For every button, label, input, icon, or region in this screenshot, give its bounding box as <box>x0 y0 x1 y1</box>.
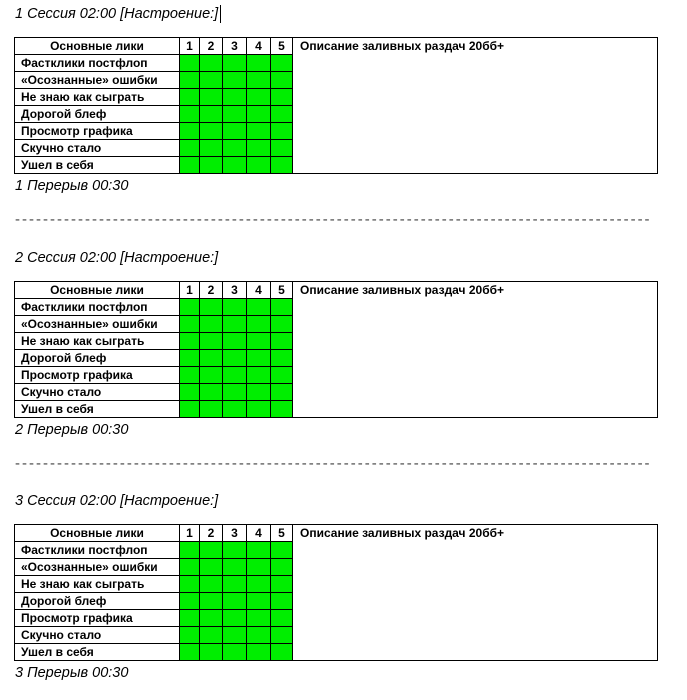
score-cell-5[interactable] <box>271 89 293 106</box>
score-cell-3[interactable] <box>223 627 247 644</box>
leak-label-cell: Скучно стало <box>15 627 180 644</box>
score-cell-2[interactable] <box>200 123 223 140</box>
leak-label-cell: Фастклики постфлоп <box>15 542 180 559</box>
score-cell-1[interactable] <box>180 401 200 418</box>
leak-tracker-table <box>14 524 658 661</box>
section-separator: ------------------------------------------------------------------------------------------- <box>15 455 652 472</box>
score-cell-1[interactable] <box>180 367 200 384</box>
score-cell-1[interactable] <box>180 350 200 367</box>
column-header-score-3: 3 <box>223 525 247 542</box>
leak-label-cell: Просмотр графика <box>15 123 180 140</box>
break-label: 3 Перерыв 00:30 <box>15 665 129 681</box>
column-header-score-2: 2 <box>200 282 223 299</box>
leak-tracker-table <box>14 37 658 174</box>
score-cell-2[interactable] <box>200 299 223 316</box>
leak-label-cell: Просмотр графика <box>15 367 180 384</box>
column-header-main-leaks: Основные лики <box>15 525 180 542</box>
score-cell-4[interactable] <box>247 72 271 89</box>
column-header-score-3: 3 <box>223 38 247 55</box>
score-cell-4[interactable] <box>247 593 271 610</box>
score-cell-5[interactable] <box>271 593 293 610</box>
session-title[interactable] <box>15 491 218 511</box>
score-cell-3[interactable] <box>223 123 247 140</box>
description-cell[interactable] <box>293 282 658 418</box>
score-cell-5[interactable] <box>271 157 293 174</box>
leak-label-cell: «Осознанные» ошибки <box>15 316 180 333</box>
score-cell-4[interactable] <box>247 610 271 627</box>
score-cell-4[interactable] <box>247 333 271 350</box>
score-cell-1[interactable] <box>180 55 200 72</box>
score-cell-2[interactable] <box>200 140 223 157</box>
score-cell-1[interactable] <box>180 316 200 333</box>
session-section-2 <box>0 244 687 476</box>
score-cell-3[interactable] <box>223 610 247 627</box>
leak-label-cell: Ушел в себя <box>15 157 180 174</box>
score-cell-2[interactable] <box>200 157 223 174</box>
column-header-main-leaks: Основные лики <box>15 282 180 299</box>
session-section-1 <box>0 0 687 232</box>
session-title[interactable] <box>15 4 221 24</box>
column-header-score-4: 4 <box>247 282 271 299</box>
score-cell-1[interactable] <box>180 559 200 576</box>
column-header-score-2: 2 <box>200 38 223 55</box>
score-cell-3[interactable] <box>223 72 247 89</box>
leak-label-cell: Дорогой блеф <box>15 106 180 123</box>
score-cell-2[interactable] <box>200 333 223 350</box>
column-header-score-1: 1 <box>180 282 200 299</box>
description-cell[interactable] <box>293 38 658 174</box>
column-header-score-4: 4 <box>247 525 271 542</box>
score-cell-2[interactable] <box>200 644 223 661</box>
text-cursor <box>220 5 221 23</box>
session-title[interactable] <box>15 248 218 268</box>
score-cell-1[interactable] <box>180 299 200 316</box>
column-header-score-3: 3 <box>223 282 247 299</box>
description-cell[interactable] <box>293 525 658 661</box>
description-header: Описание заливных раздач 20бб+ <box>300 39 505 53</box>
leak-label-cell: Не знаю как сыграть <box>15 576 180 593</box>
score-cell-5[interactable] <box>271 350 293 367</box>
score-cell-1[interactable] <box>180 576 200 593</box>
score-cell-5[interactable] <box>271 542 293 559</box>
leak-label-cell: Скучно стало <box>15 140 180 157</box>
table-header-row <box>15 282 658 299</box>
score-cell-3[interactable] <box>223 384 247 401</box>
break-label: 2 Перерыв 00:30 <box>15 422 129 438</box>
score-cell-1[interactable] <box>180 89 200 106</box>
score-cell-1[interactable] <box>180 384 200 401</box>
score-cell-2[interactable] <box>200 55 223 72</box>
leak-label-cell: Дорогой блеф <box>15 350 180 367</box>
score-cell-2[interactable] <box>200 627 223 644</box>
score-cell-1[interactable] <box>180 333 200 350</box>
score-cell-2[interactable] <box>200 89 223 106</box>
score-cell-5[interactable] <box>271 644 293 661</box>
section-separator: ------------------------------------------------------------------------------------------- <box>15 211 652 228</box>
score-cell-3[interactable] <box>223 593 247 610</box>
score-cell-5[interactable] <box>271 610 293 627</box>
table-header-row <box>15 525 658 542</box>
score-cell-3[interactable] <box>223 576 247 593</box>
description-header: Описание заливных раздач 20бб+ <box>300 283 505 297</box>
score-cell-5[interactable] <box>271 627 293 644</box>
description-header: Описание заливных раздач 20бб+ <box>300 526 505 540</box>
score-cell-4[interactable] <box>247 401 271 418</box>
column-header-score-2: 2 <box>200 525 223 542</box>
score-cell-2[interactable] <box>200 542 223 559</box>
score-cell-4[interactable] <box>247 627 271 644</box>
session-title-text: 3 Сессия 02:00 [Настроение:] <box>15 493 219 509</box>
leak-label-cell: Дорогой блеф <box>15 593 180 610</box>
score-cell-5[interactable] <box>271 576 293 593</box>
table-header-row <box>15 38 658 55</box>
session-section-3 <box>0 487 687 687</box>
score-cell-5[interactable] <box>271 123 293 140</box>
score-cell-4[interactable] <box>247 299 271 316</box>
score-cell-5[interactable] <box>271 333 293 350</box>
score-cell-1[interactable] <box>180 593 200 610</box>
score-cell-5[interactable] <box>271 367 293 384</box>
score-cell-4[interactable] <box>247 89 271 106</box>
session-title-text: 2 Сессия 02:00 [Настроение:] <box>15 250 219 266</box>
score-cell-4[interactable] <box>247 350 271 367</box>
score-cell-4[interactable] <box>247 384 271 401</box>
leak-label-cell: «Осознанные» ошибки <box>15 72 180 89</box>
score-cell-2[interactable] <box>200 316 223 333</box>
score-cell-2[interactable] <box>200 401 223 418</box>
column-header-score-5: 5 <box>271 282 293 299</box>
leak-label-cell: Ушел в себя <box>15 644 180 661</box>
leak-label-cell: Фастклики постфлоп <box>15 55 180 72</box>
column-header-score-1: 1 <box>180 525 200 542</box>
score-cell-1[interactable] <box>180 72 200 89</box>
score-cell-5[interactable] <box>271 559 293 576</box>
leak-label-cell: Просмотр графика <box>15 610 180 627</box>
score-cell-1[interactable] <box>180 542 200 559</box>
score-cell-2[interactable] <box>200 367 223 384</box>
score-cell-1[interactable] <box>180 123 200 140</box>
score-cell-4[interactable] <box>247 55 271 72</box>
score-cell-2[interactable] <box>200 593 223 610</box>
score-cell-4[interactable] <box>247 157 271 174</box>
score-cell-4[interactable] <box>247 644 271 661</box>
score-cell-4[interactable] <box>247 106 271 123</box>
score-cell-2[interactable] <box>200 72 223 89</box>
score-cell-2[interactable] <box>200 610 223 627</box>
score-cell-4[interactable] <box>247 542 271 559</box>
score-cell-3[interactable] <box>223 299 247 316</box>
score-cell-3[interactable] <box>223 644 247 661</box>
leak-tracker-table <box>14 281 658 418</box>
score-cell-5[interactable] <box>271 299 293 316</box>
score-cell-3[interactable] <box>223 157 247 174</box>
score-cell-3[interactable] <box>223 401 247 418</box>
score-cell-3[interactable] <box>223 367 247 384</box>
score-cell-3[interactable] <box>223 55 247 72</box>
score-cell-2[interactable] <box>200 559 223 576</box>
score-cell-5[interactable] <box>271 140 293 157</box>
score-cell-4[interactable] <box>247 316 271 333</box>
column-header-score-4: 4 <box>247 38 271 55</box>
score-cell-3[interactable] <box>223 140 247 157</box>
score-cell-4[interactable] <box>247 123 271 140</box>
leak-label-cell: Фастклики постфлоп <box>15 299 180 316</box>
score-cell-1[interactable] <box>180 627 200 644</box>
score-cell-1[interactable] <box>180 610 200 627</box>
session-title-text: 1 Сессия 02:00 [Настроение:] <box>15 6 219 22</box>
score-cell-3[interactable] <box>223 106 247 123</box>
score-cell-5[interactable] <box>271 384 293 401</box>
score-cell-1[interactable] <box>180 157 200 174</box>
score-cell-5[interactable] <box>271 72 293 89</box>
score-cell-1[interactable] <box>180 106 200 123</box>
leak-label-cell: Ушел в себя <box>15 401 180 418</box>
score-cell-2[interactable] <box>200 576 223 593</box>
score-cell-4[interactable] <box>247 576 271 593</box>
leak-label-cell: Скучно стало <box>15 384 180 401</box>
score-cell-4[interactable] <box>247 140 271 157</box>
score-cell-4[interactable] <box>247 367 271 384</box>
column-header-score-5: 5 <box>271 525 293 542</box>
score-cell-5[interactable] <box>271 401 293 418</box>
leak-label-cell: Не знаю как сыграть <box>15 333 180 350</box>
score-cell-3[interactable] <box>223 316 247 333</box>
score-cell-1[interactable] <box>180 644 200 661</box>
score-cell-3[interactable] <box>223 559 247 576</box>
score-cell-3[interactable] <box>223 89 247 106</box>
score-cell-4[interactable] <box>247 559 271 576</box>
score-cell-5[interactable] <box>271 106 293 123</box>
score-cell-2[interactable] <box>200 106 223 123</box>
score-cell-5[interactable] <box>271 55 293 72</box>
column-header-score-5: 5 <box>271 38 293 55</box>
score-cell-2[interactable] <box>200 384 223 401</box>
score-cell-3[interactable] <box>223 350 247 367</box>
leak-label-cell: Не знаю как сыграть <box>15 89 180 106</box>
score-cell-1[interactable] <box>180 140 200 157</box>
break-label: 1 Перерыв 00:30 <box>15 178 129 194</box>
column-header-score-1: 1 <box>180 38 200 55</box>
score-cell-2[interactable] <box>200 350 223 367</box>
score-cell-3[interactable] <box>223 542 247 559</box>
leak-label-cell: «Осознанные» ошибки <box>15 559 180 576</box>
score-cell-3[interactable] <box>223 333 247 350</box>
score-cell-5[interactable] <box>271 316 293 333</box>
column-header-main-leaks: Основные лики <box>15 38 180 55</box>
